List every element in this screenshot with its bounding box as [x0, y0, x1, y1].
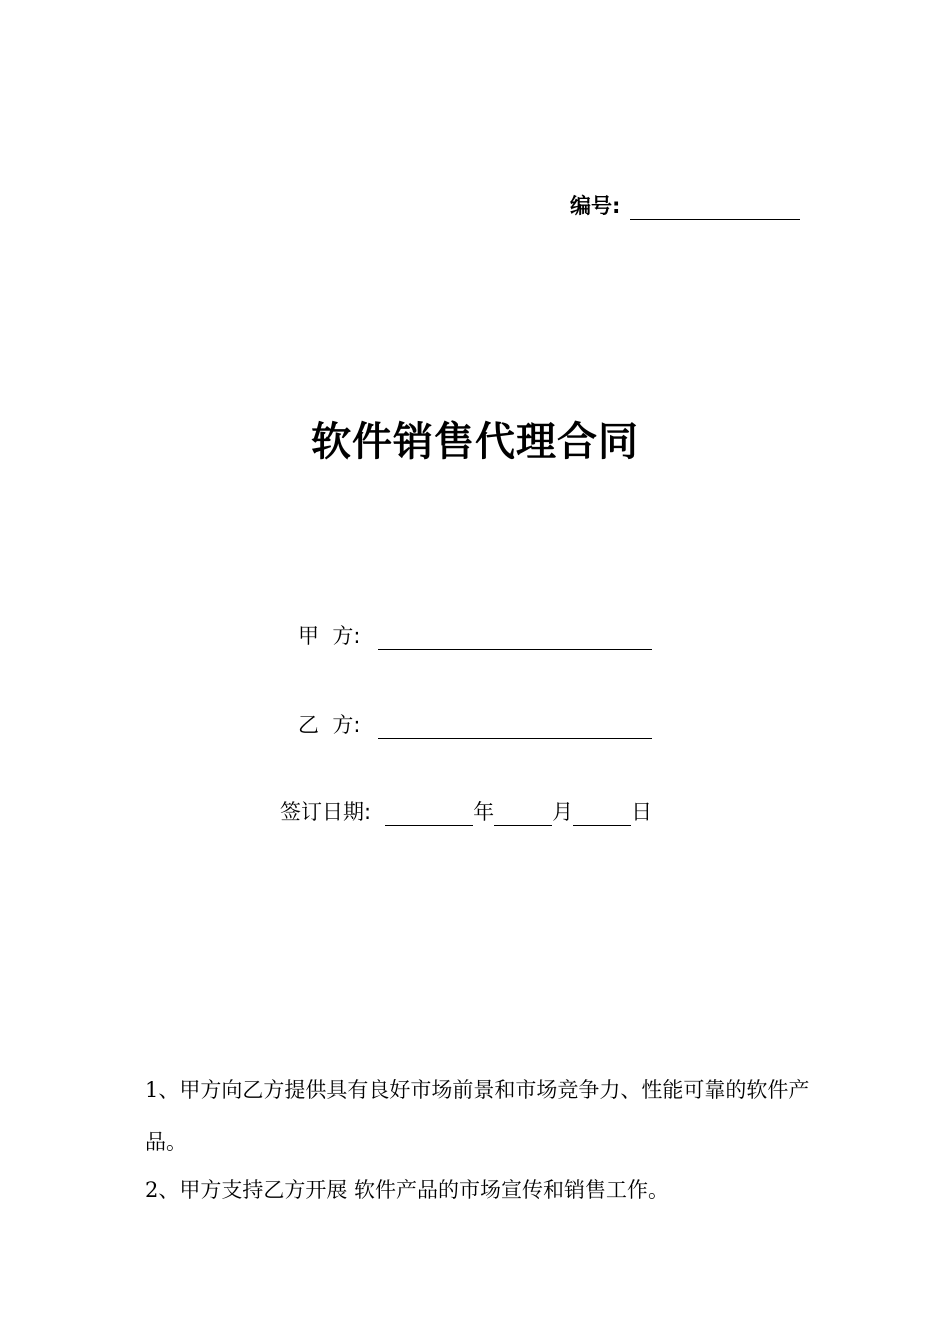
signing-date-row	[280, 796, 652, 826]
serial-number-blank	[630, 195, 800, 220]
year-blank	[385, 801, 473, 826]
day-unit: 日	[631, 800, 653, 824]
serial-number-row	[570, 190, 800, 220]
party-a-row	[298, 620, 652, 650]
party-a-label: 甲 方:	[298, 624, 361, 648]
month-blank	[494, 801, 552, 826]
serial-number-label: 编号:	[570, 194, 621, 218]
party-b-blank	[378, 714, 652, 739]
party-b-label: 乙 方:	[298, 713, 361, 737]
party-a-blank	[378, 625, 652, 650]
month-unit: 月	[552, 800, 574, 824]
day-blank	[573, 801, 631, 826]
year-unit: 年	[473, 800, 495, 824]
party-b-row	[298, 709, 652, 739]
contract-title: 软件销售代理合同	[311, 419, 639, 465]
signing-date-label: 签订日期:	[280, 800, 372, 824]
clause-1: 1、甲方向乙方提供具有良好市场前景和市场竞争力、性能可靠的软件产品。	[145, 1078, 810, 1154]
clause-2: 2、甲方支持乙方开展 软件产品的市场宣传和销售工作。	[145, 1178, 670, 1202]
